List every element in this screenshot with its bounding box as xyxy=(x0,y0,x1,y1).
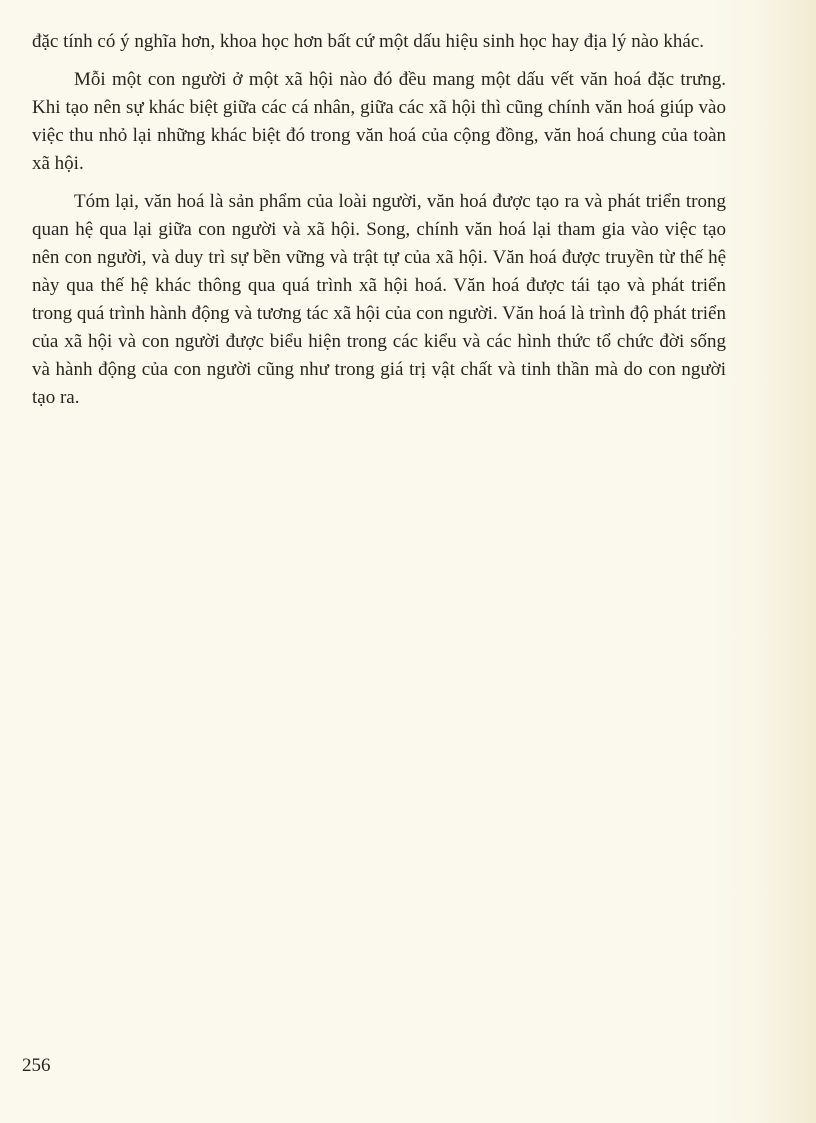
body-text xyxy=(32,28,726,412)
paragraph-continuation: đặc tính có ý nghĩa hơn, khoa học hơn bất cứ một dấu hiệu sinh học hay địa lý nào khác. xyxy=(32,31,705,52)
paragraph-summary: Tóm lại, văn hoá là sản phẩm của loài người, văn hoá được tạo ra và phát triển trong quan hệ qua lại giữa con người và xã hội. Song, chính văn hoá lại tham gia vào việc tạo nên con người, và duy trì sự bền vững và trật tự của xã hội. Văn hoá được truyền từ thế hệ này qua thế hệ khác thông qua quá trình xã hội hoá. Văn hoá được tái tạo và phát triển trong quá trình hành động và tương tác xã hội của con người. Văn hoá là trình độ phát triển của xã hội và con người được biểu hiện trong các kiểu và các hình thức tổ chức đời sống và hành động của con người cũng như trong giá trị vật chất và tinh thần mà do con người tạo ra. xyxy=(32,191,726,408)
page-number: 256 xyxy=(22,1055,51,1076)
paragraph-cultural-mark: Mỗi một con người ở một xã hội nào đó đều mang một dấu vết văn hoá đặc trưng. Khi tạo nên sự khác biệt giữa các cá nhân, giữa các xã hội thì cũng chính văn hoá giúp vào việc thu nhỏ lại những khác biệt đó trong văn hoá của cộng đồng, văn hoá chung của toàn xã hội. xyxy=(32,69,726,174)
